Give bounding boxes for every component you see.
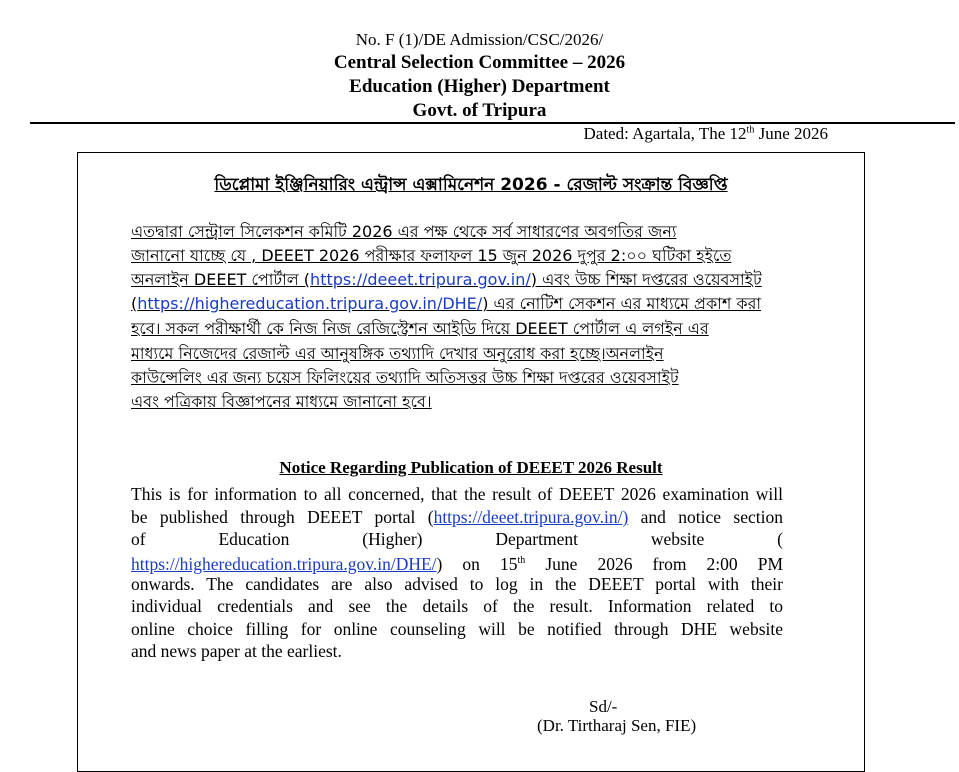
english-line-4 bbox=[131, 550, 783, 575]
org-line-government: Govt. of Tripura bbox=[412, 100, 547, 121]
dhe-website-link[interactable]: https://highereducation.tripura.gov.in/DHE/ bbox=[131, 553, 437, 574]
deeet-portal-link[interactable]: https://deeet.tripura.gov.in/) bbox=[433, 507, 629, 527]
bengali-line-4 bbox=[131, 292, 828, 316]
english-line-1: This is for information to all concerned, that the result of DEEET 2026 examination will bbox=[131, 484, 783, 504]
org-line-department: Education (Higher) Department bbox=[349, 76, 610, 97]
date-prefix: Dated: Agartala, The 12 bbox=[583, 124, 747, 143]
deeet-portal-link-bn[interactable]: https://deeet.tripura.gov.in/ bbox=[310, 270, 531, 289]
dhe-website-link-bn[interactable]: https://highereducation.tripura.gov.in/DHE/ bbox=[137, 294, 483, 313]
org-line-committee: Central Selection Committee – 2026 bbox=[333, 52, 626, 73]
signature-sd: Sd/- bbox=[589, 697, 618, 716]
bengali-line-4-b: ) এর নোটিশ সেকশন এর মাধ্যমে প্রকাশ করা bbox=[482, 294, 762, 313]
bengali-line-2: জানানো যাচ্ছে যে , DEEET 2026 পরীক্ষার ফলাফল 15 জুন 2026 দুপুর 2:০০ ঘটিকা হইতে bbox=[131, 246, 732, 265]
signatory-name: (Dr. Tirtharaj Sen, FIE) bbox=[537, 716, 697, 735]
english-line-6: individual credentials and see the details of the result. Information related to bbox=[131, 596, 783, 616]
english-line-2-a: be published through DEEET portal ( bbox=[131, 507, 434, 527]
english-line-4-sup: th bbox=[517, 555, 526, 566]
english-line-2 bbox=[131, 506, 783, 528]
bengali-line-7: কাউন্সেলিং এর জন্য চয়েস ফিলিংয়ের তথ্যাদি অতিসত্তর উচ্চ শিক্ষা দপ্তরের ওয়েবসাইট bbox=[131, 368, 679, 387]
english-line-4-a: ) on 15 bbox=[436, 553, 518, 574]
bengali-line-6: মাধ্যমে নিজেদের রেজাল্ট এর আনুষঙ্গিক তথ্যাদি দেখার অনুরোধ করা হচ্ছে।অনলাইন bbox=[131, 344, 664, 363]
english-notice-title: Notice Regarding Publication of DEEET 2026 Result bbox=[279, 458, 663, 477]
date-suffix: June 2026 bbox=[754, 124, 828, 143]
bengali-line-4-a: ( bbox=[131, 294, 138, 313]
english-line-3: of Education (Higher) Department website ( bbox=[131, 529, 783, 549]
bengali-line-1: এতদ্বারা সেন্ট্রাল সিলেকশন কমিটি 2026 এর পক্ষ থেকে সর্ব সাধারণের অবগতির জন্য bbox=[131, 222, 677, 241]
english-line-4-b: June 2026 from 2:00 PM bbox=[525, 553, 784, 574]
english-line-8: and news paper at the earliest. bbox=[131, 641, 342, 661]
date-sup: th bbox=[746, 124, 755, 136]
bengali-line-3 bbox=[131, 268, 828, 292]
bengali-line-8: এবং পত্রিকায় বিজ্ঞাপনের মাধ্যমে জানানো হবে। bbox=[131, 392, 432, 411]
bengali-notice-title: ডিপ্লোমা ইঞ্জিনিয়ারিং এন্ট্রান্স এক্সামিনেশন 2026 - রেজাল্ট সংক্রান্ত বিজ্ঞপ্তি bbox=[214, 175, 728, 195]
file-number: No. F (1)/DE Admission/CSC/2026/ bbox=[355, 30, 604, 49]
english-line-7: online choice filling for online counseling will be notified through DHE website bbox=[131, 619, 783, 639]
bengali-line-3-a: অনলাইন DEEET পোর্টাল ( bbox=[131, 270, 311, 289]
bengali-line-3-b: ) এবং উচ্চ শিক্ষা দপ্তরের ওয়েবসাইট bbox=[530, 270, 762, 289]
english-line-2-b: and notice section bbox=[628, 507, 783, 527]
english-line-5: onwards. The candidates are also advised to log in the DEEET portal with their bbox=[131, 574, 783, 594]
date-line bbox=[584, 124, 828, 144]
bengali-line-5: হবে। সকল পরীক্ষার্থী কে নিজ নিজ রেজিস্ট্রেশন আইডি দিয়ে DEEET পোর্টাল এ লগইন এর bbox=[131, 319, 709, 338]
